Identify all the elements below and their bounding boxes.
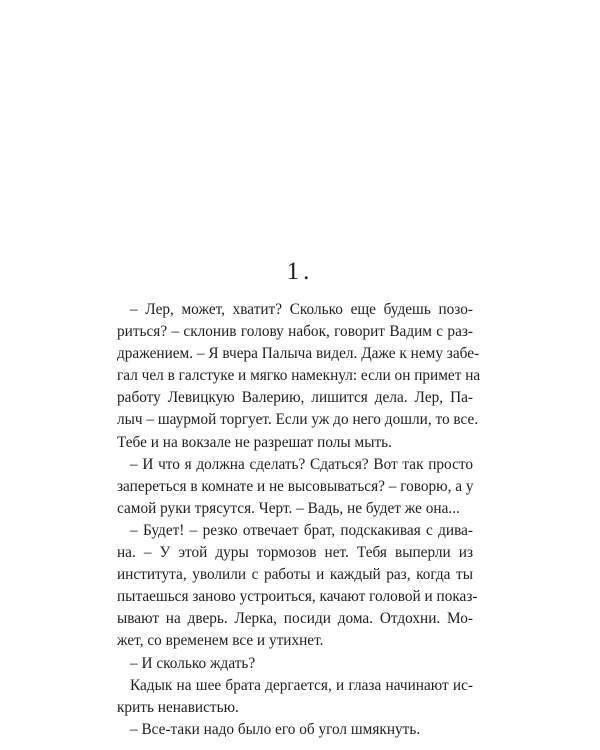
text-line: Кадык на шее брата дергается, и глаза начинают ис- [130, 676, 473, 694]
text-line: ывают на дверь. Лерка, посиди дома. Отдохни. Мо- [117, 610, 473, 628]
text-line: на. – У этой дуры тормозов нет. Тебя выперли из [117, 544, 473, 562]
text-line: самой руки трясутся. Черт. – Вадь, не будет же она... [117, 499, 460, 517]
text-line: – Будет! – резко отвечает брат, подскакивая с дива- [130, 521, 473, 539]
text-line: работу Левицкую Валерию, лишится дела. Лер, Па- [117, 389, 473, 407]
chapter-body-text [117, 299, 481, 741]
text-line: дражением. – Я вчера Палыча видел. Даже к нему забе- [117, 345, 480, 363]
text-line: крить ненавистью. [117, 698, 239, 716]
chapter-heading: 1. [286, 258, 314, 285]
text-line: риться? – склонив голову набок, говорит Вадим с раз- [117, 323, 473, 341]
text-line: гал чел в галстуке и мягко намекнул: если он примет на [117, 367, 481, 385]
text-line: Тебе и на вокзале не разрешат полы мыть. [117, 433, 392, 451]
text-line: пытаешься заново устроиться, качают головой и показ- [117, 588, 478, 606]
text-line: – Лер, может, хватит? Сколько еще будешь позо- [130, 301, 473, 318]
text-line: – И сколько ждать? [130, 654, 256, 672]
text-line: института, уволили с работы и каждый раз, когда ты [117, 566, 473, 584]
text-line: запереться в комнате и не высовываться? – говорю, а у [117, 477, 474, 495]
text-line: жет, со временем все и утихнет. [117, 632, 324, 650]
text-line: – И что я должна сделать? Сдаться? Вот так просто [130, 455, 473, 473]
text-line: лыч – шаурмой торгует. Если уж до него дошли, то все. [117, 411, 479, 429]
text-line: – Все-таки надо было его об угол шмякнуть. [130, 720, 421, 738]
